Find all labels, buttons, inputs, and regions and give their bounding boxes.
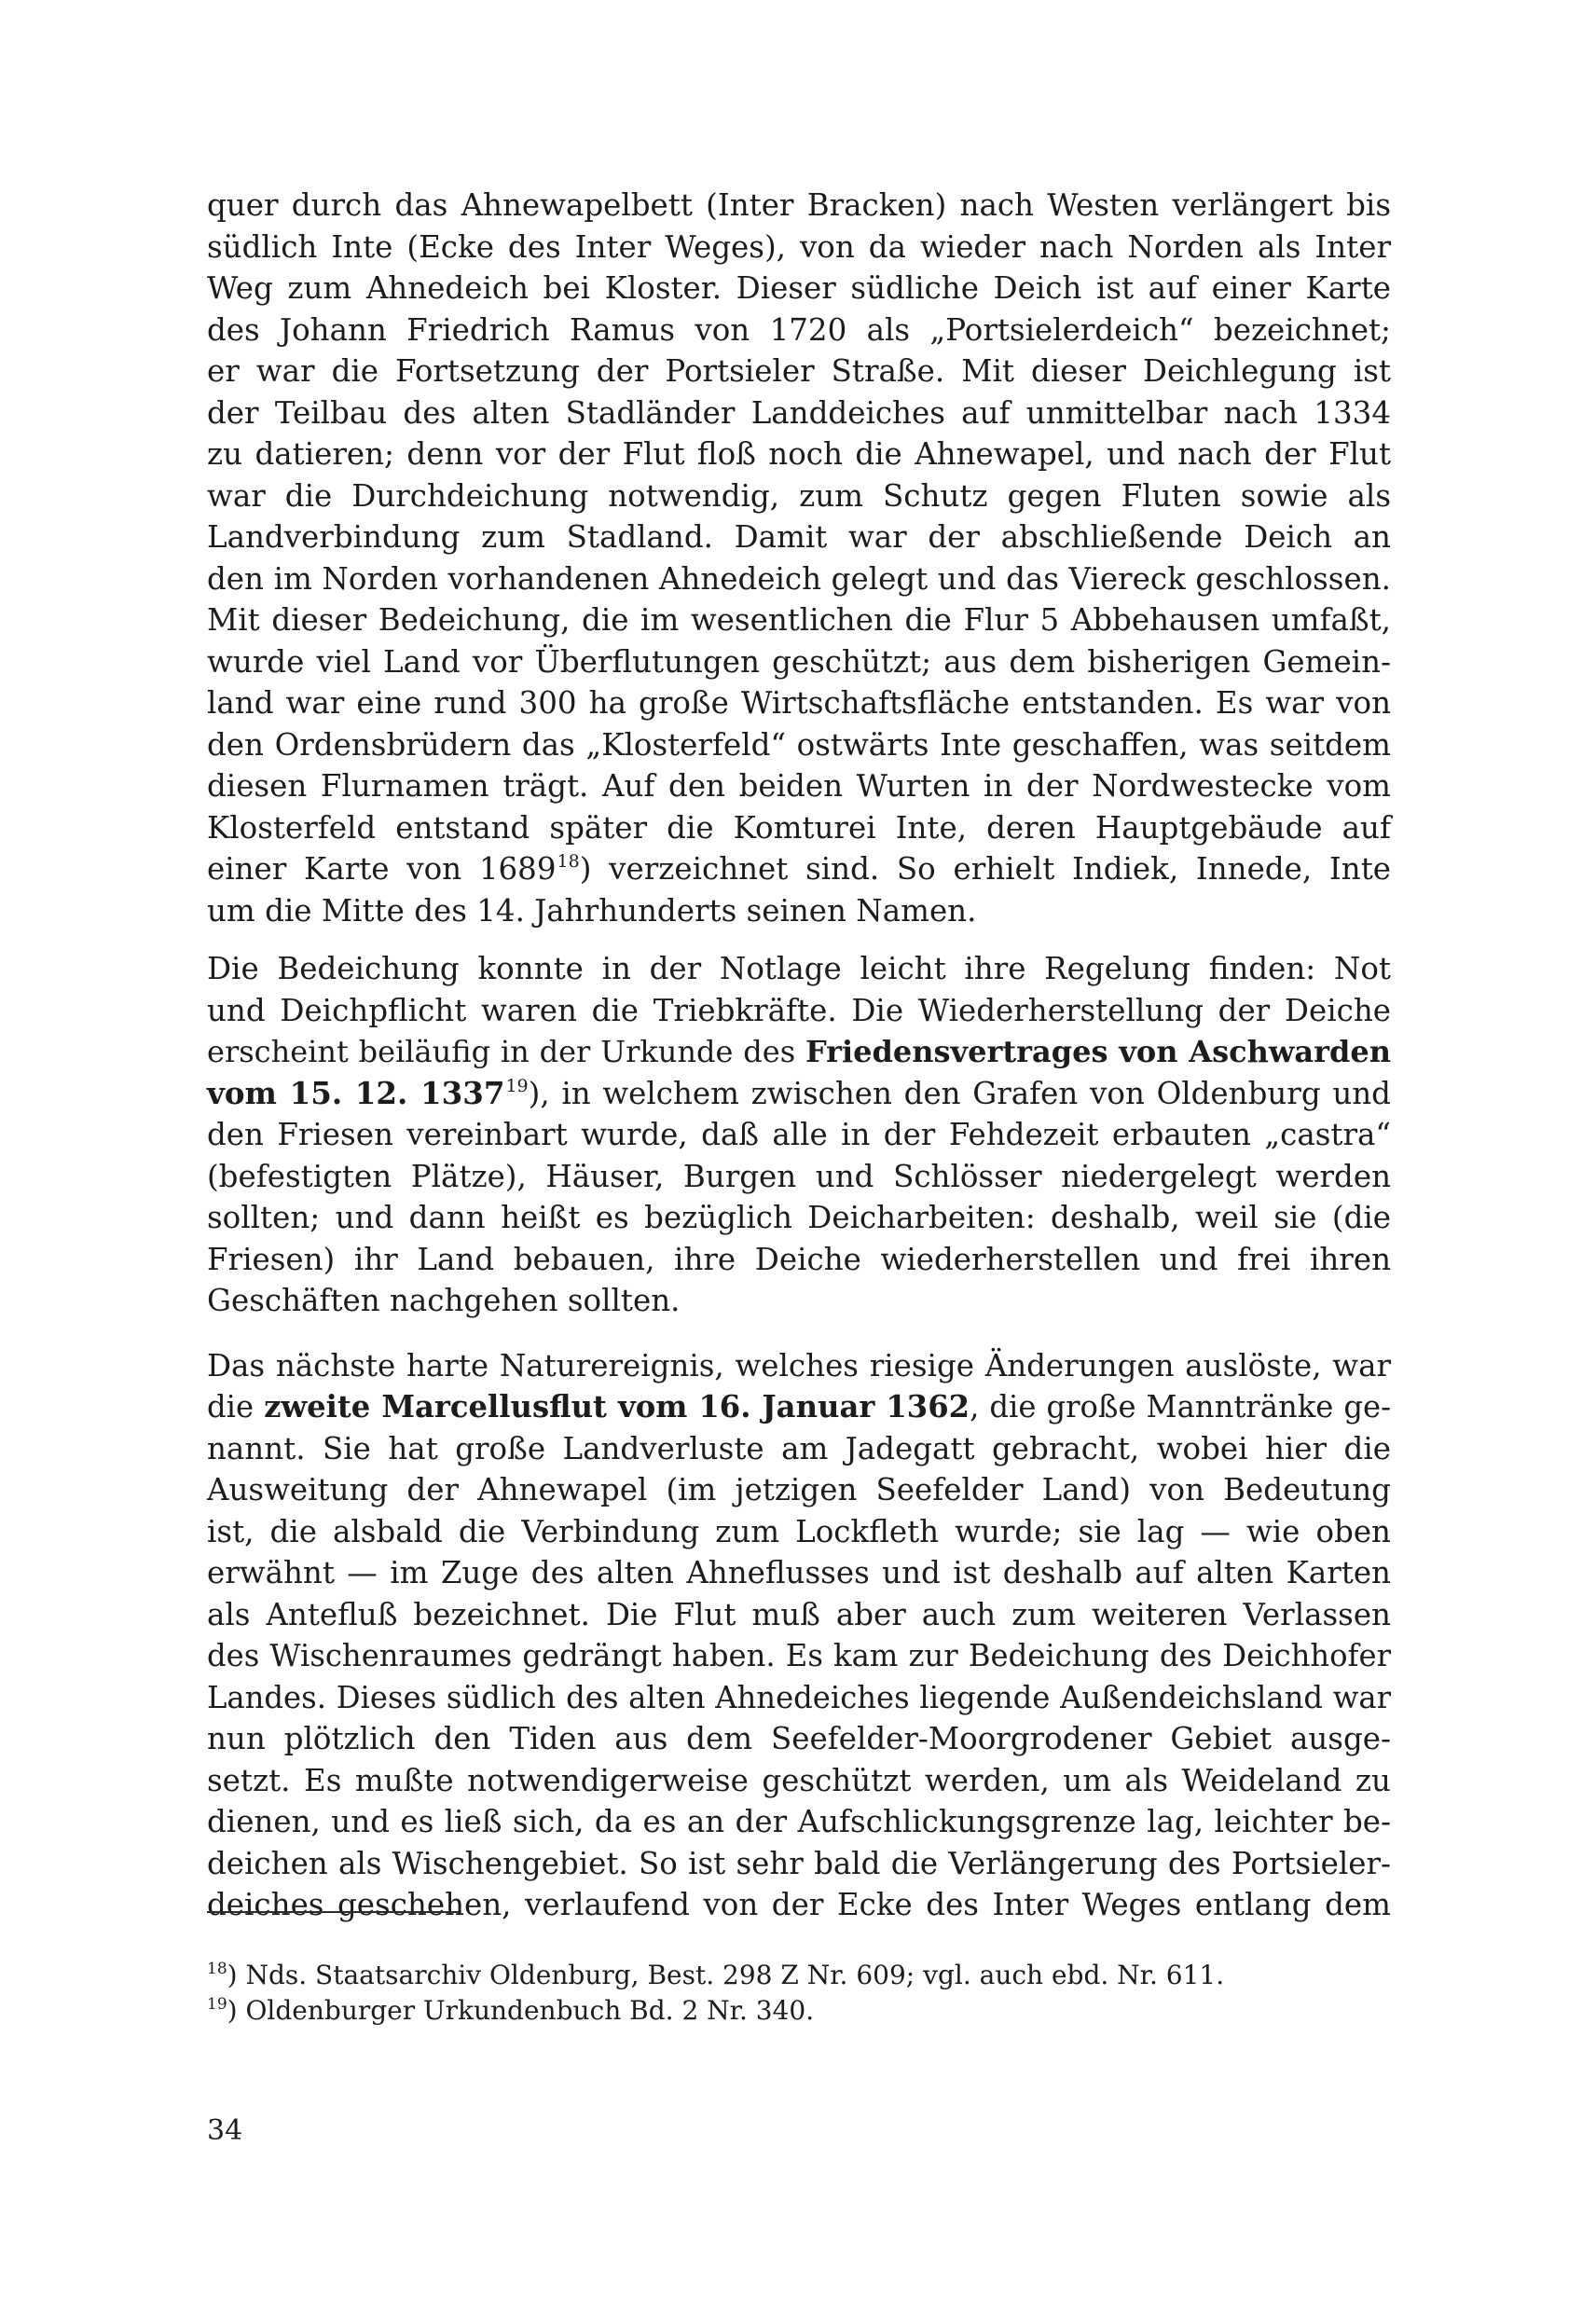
- text-line: er war die Fortsetzung der Portsieler Straße. Mit dieser Deichlegung ist: [207, 353, 1391, 389]
- text-line: südlich Inte (Ecke des Inter Weges), von da wieder nach Norden als Inter: [207, 228, 1391, 265]
- text-line: [207, 1386, 1391, 1428]
- page-number: 34: [207, 2114, 243, 2147]
- footnotes: [207, 1958, 1391, 2029]
- footnote-reference-19: 19: [505, 1075, 529, 1096]
- text-segment: ) verzeichnet sind. So erhielt Indiek, Innede, Inte: [579, 851, 1391, 887]
- text-line: deiches geschehen, verlaufend von der Ecke des Inter Weges entlang dem: [207, 1887, 1391, 1922]
- text-line: wurde viel Land vor Überflutungen geschützt; aus dem bisherigen Gemein-: [207, 643, 1391, 680]
- text-line: [207, 1073, 1391, 1115]
- text-line: Das nächste harte Naturereignis, welches riesige Änderungen auslöste, war: [207, 1347, 1391, 1383]
- body-text: [207, 185, 1391, 1926]
- paragraph: [207, 1345, 1391, 1926]
- text-line: setzt. Es mußte notwendigerweise geschützt werden, um als Weideland zu: [207, 1762, 1391, 1798]
- text-line: nannt. Sie hat große Landverluste am Jadegatt gebracht, wobei hier die: [207, 1430, 1391, 1466]
- text-segment: ), in welchem zwischen den Grafen von Oldenburg und: [528, 1075, 1391, 1111]
- footnote-reference-18: 18: [557, 851, 580, 872]
- text-segment: einer Karte von 1689: [207, 851, 557, 887]
- text-line: Landes. Dieses südlich des alten Ahnedeiches liegende Außendeichsland war: [207, 1679, 1391, 1715]
- text-segment: die: [207, 1389, 265, 1424]
- text-line: war die Durchdeichung notwendig, zum Schutz gegen Fluten sowie als: [207, 477, 1391, 514]
- text-line: ist, die alsbald die Verbindung zum Lockfleth wurde; sie lag — wie oben: [207, 1513, 1391, 1549]
- paragraph: [207, 185, 1391, 931]
- footnote-marker: 18: [207, 1960, 227, 1978]
- text-line: um die Mitte des 14. Jahrhunderts seinen Namen.: [207, 892, 977, 929]
- text-line: (befestigten Plätze), Häuser, Burgen und Schlösser niedergelegt werden: [207, 1158, 1391, 1194]
- text-line: diesen Flurnamen trägt. Auf den beiden Wurten in der Nordwestecke vom: [207, 768, 1391, 804]
- text-segment: erscheint beiläufig in der Urkunde des: [207, 1034, 805, 1069]
- bold-phrase: vom 15. 12. 1337: [207, 1074, 505, 1111]
- paragraph: [207, 948, 1391, 1322]
- text-line: [207, 848, 1391, 890]
- text-line: den Ordensbrüdern das „Klosterfeld“ ostwärts Inte geschaffen, was seitdem: [207, 726, 1391, 763]
- footnote-18: [207, 1958, 1391, 1993]
- bold-phrase: zweite Marcellusflut vom 16. Januar 1362: [264, 1389, 970, 1424]
- bold-phrase: Friedensvertrages von Aschwarden: [805, 1034, 1392, 1069]
- footnote-text: ) Nds. Staatsarchiv Oldenburg, Best. 298 Z Nr. 609; vgl. auch ebd. Nr. 611.: [227, 1960, 1225, 1990]
- text-line: sollten; und dann heißt es bezüglich Deicharbeiten: deshalb, weil sie (die: [207, 1200, 1391, 1235]
- text-line: [207, 1031, 1391, 1073]
- text-line: den im Norden vorhandenen Ahnedeich gelegt und das Viereck geschlossen.: [207, 560, 1391, 597]
- text-line: deichen als Wischengebiet. So ist sehr bald die Verlängerung des Portsieler-: [207, 1845, 1391, 1881]
- text-line: Landverbindung zum Stadland. Damit war der abschließende Deich an: [207, 519, 1391, 555]
- text-line: des Wischenraumes gedrängt haben. Es kam zur Bedeichung des Deichhofer: [207, 1638, 1391, 1673]
- text-line: Weg zum Ahnedeich bei Kloster. Dieser südliche Deich ist auf einer Karte: [207, 270, 1391, 306]
- text-line: dienen, und es ließ sich, da es an der Aufschlickungsgrenze lag, leichter be-: [207, 1804, 1391, 1839]
- text-line: den Friesen vereinbart wurde, daß alle in der Fehdezeit erbauten „castra“: [207, 1117, 1391, 1152]
- text-line: als Antefluß bezeichnet. Die Flut muß aber auch zum weiteren Verlassen: [207, 1596, 1391, 1632]
- text-line: nun plötzlich den Tiden aus dem Seefelder-Moorgrodener Gebiet ausge-: [207, 1721, 1391, 1756]
- text-line: der Teilbau des alten Stadländer Landdeiches auf unmittelbar nach 1334: [207, 394, 1391, 431]
- text-line: Geschäften nachgehen sollten.: [207, 1283, 681, 1318]
- text-line: Friesen) ihr Land bebauen, ihre Deiche wiederherstellen und frei ihren: [207, 1241, 1391, 1277]
- footnote-text: ) Oldenburger Urkundenbuch Bd. 2 Nr. 340.: [227, 1995, 815, 2026]
- text-line: erwähnt — im Zuge des alten Ahneflusses und ist deshalb auf alten Karten: [207, 1555, 1391, 1590]
- text-line: des Johann Friedrich Ramus von 1720 als „Portsielerdeich“ bezeichnet;: [207, 311, 1391, 348]
- text-line: und Deichpflicht waren die Triebkräfte. Die Wiederherstellung der Deiche: [207, 992, 1391, 1028]
- text-segment: , die große Manntränke ge-: [970, 1389, 1391, 1424]
- text-line: Die Bedeichung konnte in der Notlage leicht ihre Regelung finden: Not: [207, 951, 1391, 986]
- footnote-marker: 19: [207, 1995, 227, 2014]
- text-line: Klosterfeld entstand später die Komturei Inte, deren Hauptgebäude auf: [207, 809, 1391, 846]
- text-line: Mit dieser Bedeichung, die im wesentlichen die Flur 5 Abbehausen umfaßt,: [207, 602, 1391, 638]
- footnote-19: [207, 1993, 1391, 2029]
- text-line: zu datieren; denn vor der Flut floß noch die Ahnewapel, und nach der Flut: [207, 436, 1391, 472]
- footnote-divider: [207, 1911, 459, 1913]
- text-line: quer durch das Ahnewapelbett (Inter Bracken) nach Westen verlängert bis: [207, 187, 1391, 223]
- text-line: Ausweitung der Ahnewapel (im jetzigen Seefelder Land) von Bedeutung: [207, 1472, 1391, 1507]
- text-line: land war eine rund 300 ha große Wirtschaftsfläche entstanden. Es war von: [207, 685, 1391, 721]
